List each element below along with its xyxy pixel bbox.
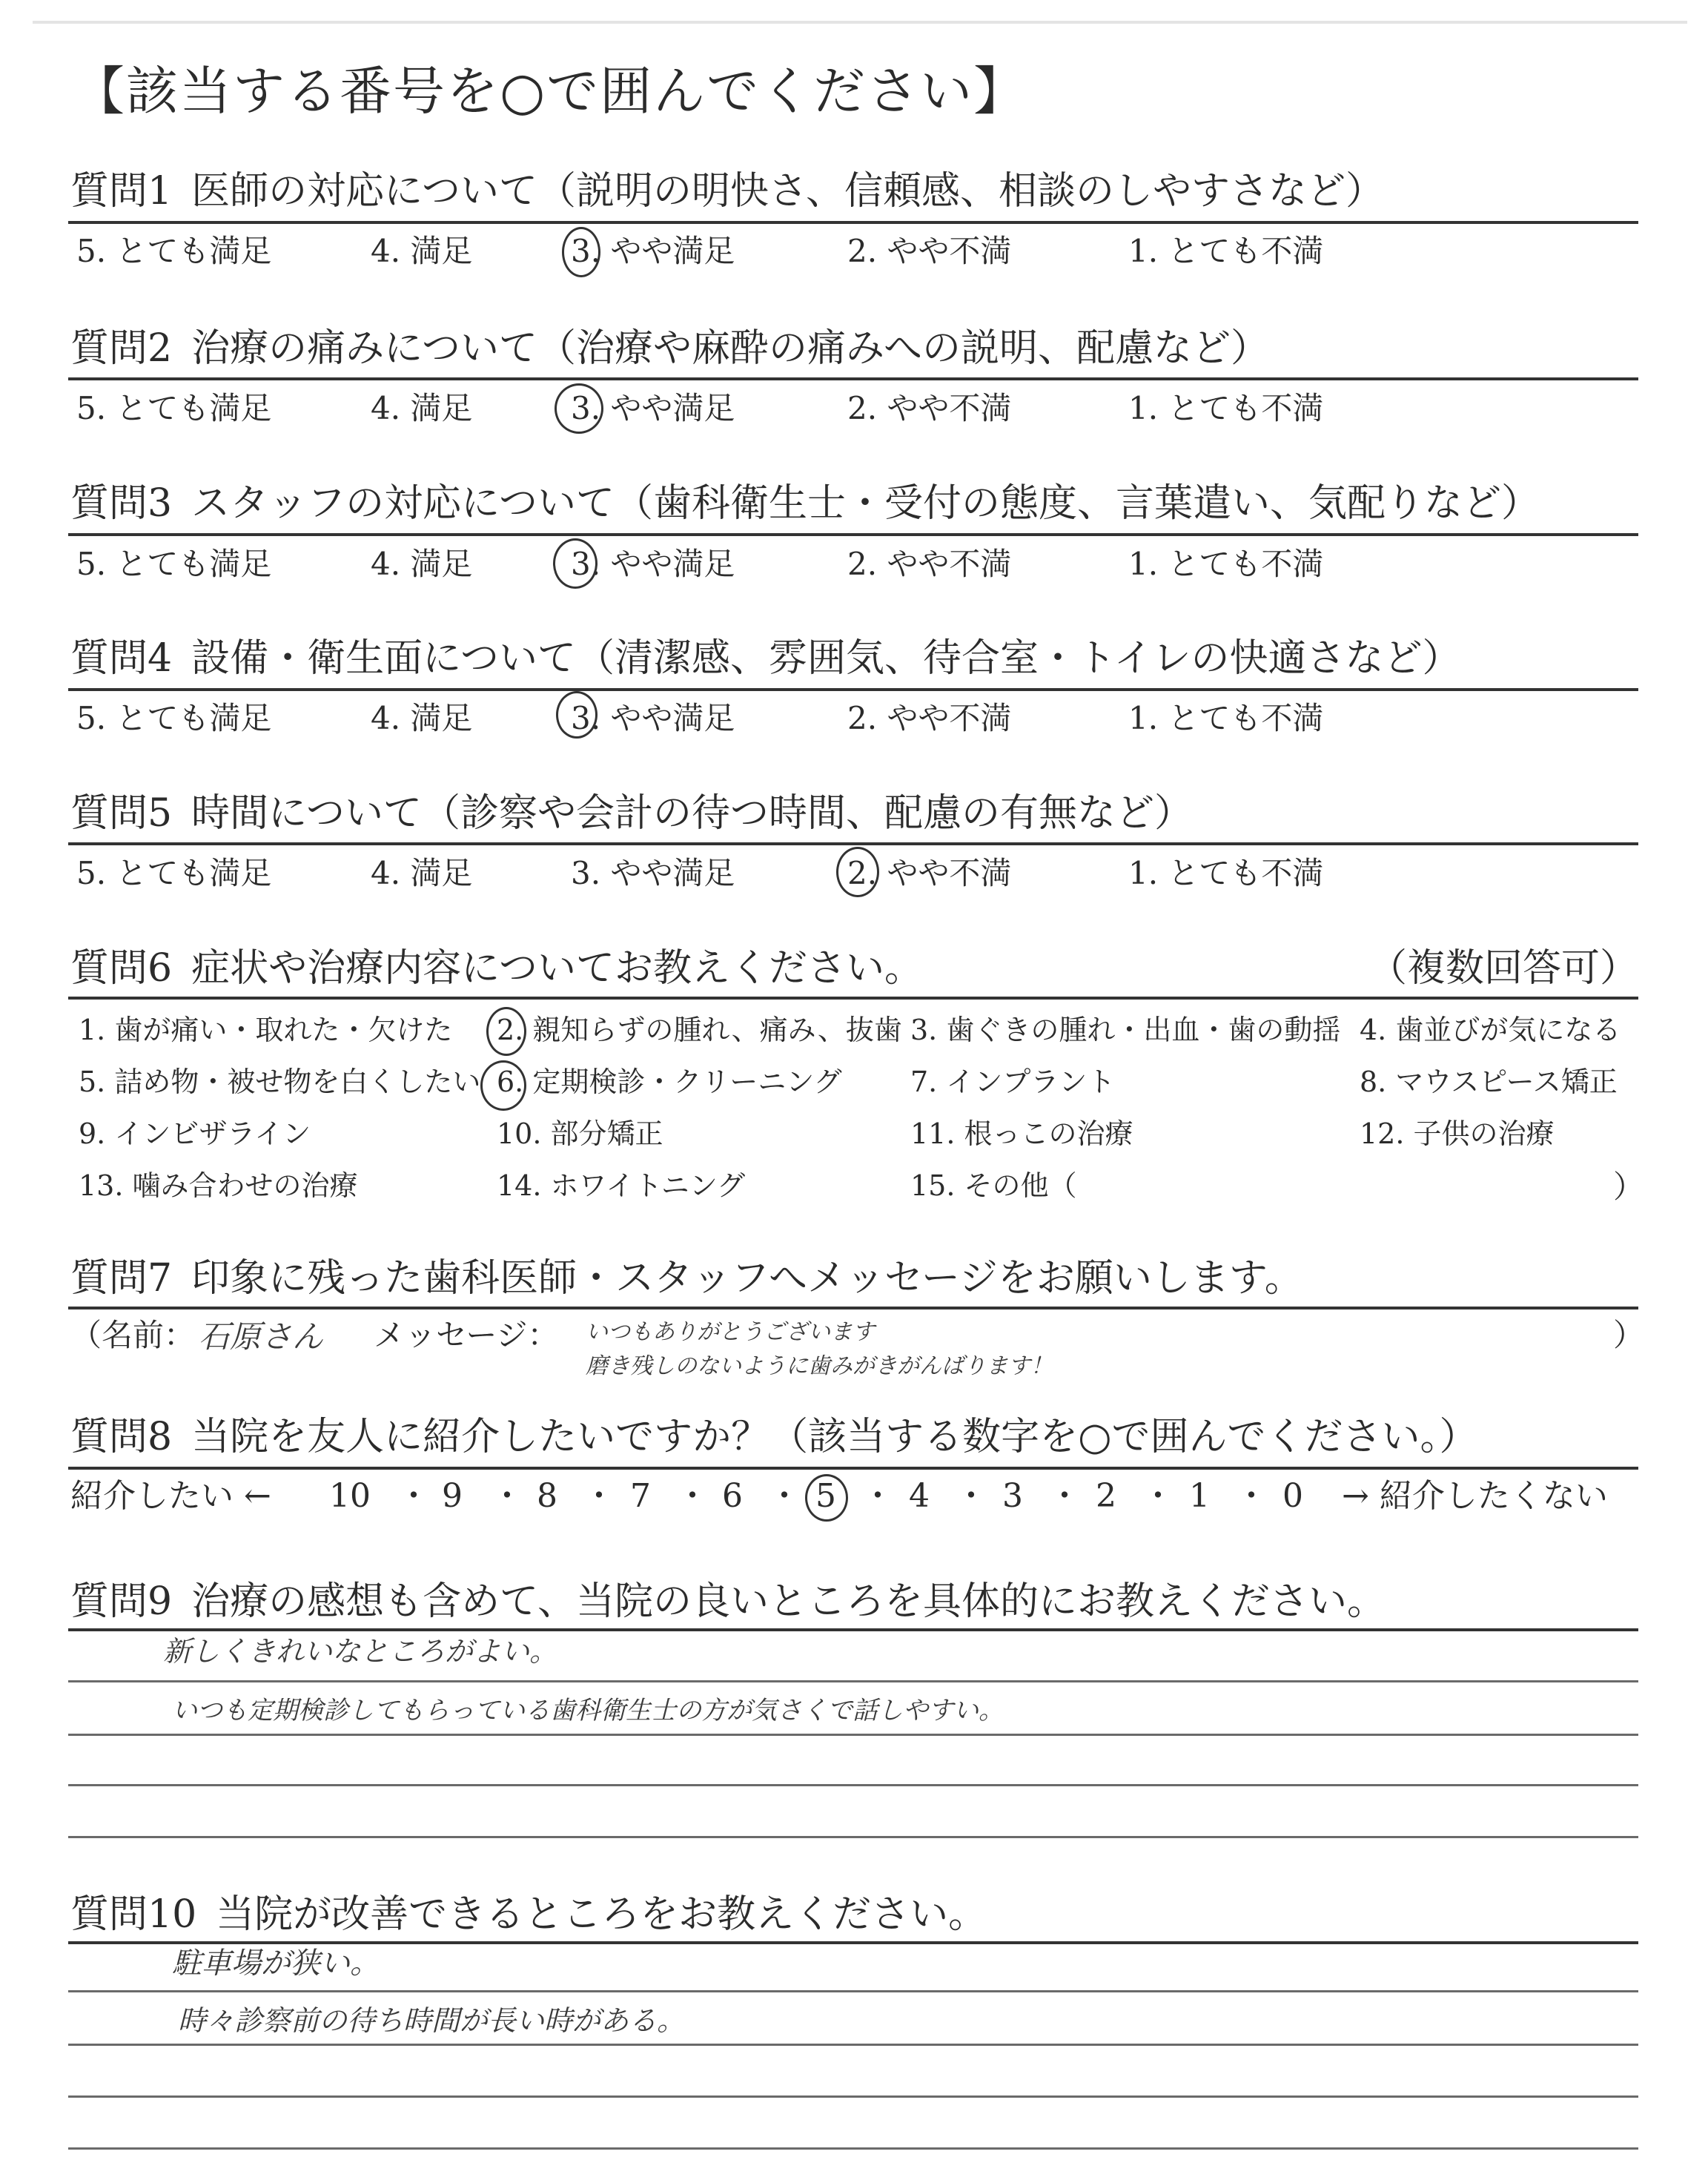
q6-option-7[interactable]: 7. インプラント [910,1066,1116,1098]
question-rule [68,377,1638,380]
q4-option-4[interactable]: 4. 満足 [371,700,473,736]
q6-other-close: ） [1613,1169,1645,1205]
scale-5-circle [805,1474,848,1522]
question-rule [68,1307,1638,1309]
question-rule [68,688,1638,691]
answer-line [68,1990,1638,1992]
question-text: 治療の感想も含めて、当院の良いところを具体的にお教えください。 [191,1579,1386,1624]
question-rule [68,842,1638,845]
q4-option-3[interactable]: 3. やや満足 [571,700,735,736]
q6-option-13[interactable]: 13. 噛み合わせの治療 [79,1169,358,1202]
q6-option-4[interactable]: 4. 歯並びが気になる [1360,1014,1621,1046]
answer-line [68,1680,1638,1682]
q6-option-5[interactable]: 5. 詰め物・被せ物を白くしたい [79,1066,481,1098]
q3-selection-circle [553,538,598,589]
q2-option-2[interactable]: 2. やや不満 [847,390,1012,426]
question-4 [70,636,1461,681]
q2-selection-circle [555,383,603,434]
scale-separator: ・ [768,1477,801,1515]
question-7 [70,1256,1303,1301]
scale-separator: ・ [583,1477,615,1515]
q1-selection-circle [562,227,600,277]
scale-5[interactable]: 5 [815,1477,836,1515]
answer-line [68,1836,1638,1838]
question-text: 設備・衛生面について（清潔感、雰囲気、待合室・トイレの快適さなど） [191,636,1461,681]
q3-option-1[interactable]: 1. とても不満 [1128,546,1324,582]
question-10 [70,1892,987,1937]
q6-option-3[interactable]: 3. 歯ぐきの腫れ・出血・歯の動揺 [910,1014,1341,1046]
q3-option-3[interactable]: 3. やや満足 [571,546,735,582]
q9-answer-line-2[interactable]: いつも定期検診してもらっている歯科衛生士の方が気さくで話しやすい。 [172,1696,1004,1725]
message-line-1[interactable]: いつもありがとうございます [586,1319,875,1345]
scale-7[interactable]: 7 [630,1477,651,1515]
name-value[interactable]: 石原さん [199,1318,324,1355]
question-number: 質問3 [70,481,173,526]
scale-separator: ・ [397,1477,430,1515]
question-rule [68,997,1638,1000]
multiple-answers-note: （複数回答可） [1368,946,1639,991]
q9-answer-line-1[interactable]: 新しくきれいなところがよい。 [163,1635,558,1668]
question-2 [70,326,1270,371]
q4-selection-circle [556,691,598,739]
scale-separator: ・ [491,1477,523,1515]
question-5 [70,791,1194,836]
question-text: 症状や治療内容についてお教えください。 [191,946,924,991]
q6-option-9[interactable]: 9. インビザライン [79,1117,311,1150]
scale-2[interactable]: 2 [1096,1477,1116,1515]
q1-option-2[interactable]: 2. やや不満 [847,233,1012,269]
question-text: 当院を友人に紹介したいですか？（該当する数字を○で囲んでください。） [191,1415,1478,1459]
question-rule [68,1628,1638,1631]
q2-option-5[interactable]: 5. とても満足 [76,390,272,426]
question-rule [68,1941,1638,1944]
answer-line [68,2147,1638,2150]
q10-answer-line-2[interactable]: 時々診察前の待ち時間が長い時がある。 [178,2004,686,2037]
q6-option-6[interactable]: 6. 定期検診・クリーニング [497,1066,842,1098]
scale-separator: ・ [1048,1477,1081,1515]
scale-3[interactable]: 3 [1002,1477,1023,1515]
question-number: 質問2 [70,326,173,371]
question-number: 質問1 [70,169,173,214]
q7-close: ） [1613,1317,1645,1353]
question-number: 質問10 [70,1892,197,1937]
question-text: 時間について（診察や会計の待つ時間、配慮の有無など） [191,791,1194,836]
q6-option-2[interactable]: 2. 親知らずの腫れ、痛み、抜歯 [497,1014,902,1046]
scale-8[interactable]: 8 [537,1477,557,1515]
scale-4[interactable]: 4 [909,1477,930,1515]
q5-option-3[interactable]: 3. やや満足 [571,855,735,891]
question-text: 当院が改善できるところをお教えください。 [216,1892,987,1937]
q1-option-5[interactable]: 5. とても満足 [76,233,272,269]
q4-option-2[interactable]: 2. やや不満 [847,700,1012,736]
q2-option-4[interactable]: 4. 満足 [371,390,473,426]
q6-option-8[interactable]: 8. マウスピース矯正 [1360,1066,1618,1098]
answer-line [68,2044,1638,2046]
q6-option-2-circle [486,1007,526,1056]
q3-option-4[interactable]: 4. 満足 [371,546,473,582]
scale-10[interactable]: 10 [329,1477,371,1515]
q5-selection-circle [836,847,879,897]
q6-option-14[interactable]: 14. ホワイトニング [497,1169,746,1202]
q2-option-1[interactable]: 1. とても不満 [1128,390,1324,426]
q2-option-3[interactable]: 3. やや満足 [571,390,735,426]
q5-option-4[interactable]: 4. 満足 [371,855,473,891]
page-title: 【該当する番号を○で囲んでください】 [73,61,1027,122]
message-label: メッセージ： [374,1317,559,1353]
answer-line [68,2095,1638,2098]
scale-1[interactable]: 1 [1189,1477,1210,1515]
q5-option-5[interactable]: 5. とても満足 [76,855,272,891]
q6-option-12[interactable]: 12. 子供の治療 [1360,1117,1555,1150]
question-rule [68,533,1638,536]
scale-separator: ・ [955,1477,987,1515]
question-3 [70,481,1540,526]
q6-option-6-circle [480,1060,526,1111]
q6-option-15[interactable]: 15. その他（ [910,1169,1077,1202]
recommend-left-label: 紹介したい ← [70,1477,271,1515]
question-number: 質問6 [70,946,173,991]
question-6 [70,946,924,991]
scale-separator: ・ [1142,1477,1174,1515]
answer-line [68,1734,1638,1736]
answer-line [68,1784,1638,1786]
q6-option-1[interactable]: 1. 歯が痛い・取れた・欠けた [79,1014,453,1046]
scale-0[interactable]: 0 [1282,1477,1303,1515]
question-rule [68,221,1638,224]
scale-separator: ・ [1235,1477,1268,1515]
q10-answer-line-1[interactable]: 駐車場が狭い。 [172,1946,380,1981]
question-text: 治療の痛みについて（治療や麻酔の痛みへの説明、配慮など） [191,326,1270,371]
scale-9[interactable]: 9 [442,1477,463,1515]
question-rule [68,1467,1638,1470]
q6-option-11[interactable]: 11. 根っこの治療 [910,1117,1133,1150]
message-line-2[interactable]: 磨き残しのないように歯みがきがんばります！ [586,1353,1053,1379]
scale-separator: ・ [676,1477,709,1515]
q5-option-2[interactable]: 2. やや不満 [847,855,1012,891]
q1-option-3[interactable]: 3. やや満足 [571,233,735,269]
q6-option-10[interactable]: 10. 部分矯正 [497,1117,663,1150]
question-8 [70,1415,1478,1459]
scale-separator: ・ [861,1477,894,1515]
name-label: （名前： [70,1317,196,1353]
q1-option-4[interactable]: 4. 満足 [371,233,473,269]
page-top-edge [33,21,1687,24]
scale-6[interactable]: 6 [722,1477,743,1515]
q4-option-1[interactable]: 1. とても不満 [1128,700,1324,736]
question-number: 質問7 [70,1256,173,1301]
question-number: 質問5 [70,791,173,836]
question-text: スタッフの対応について（歯科衛生士・受付の態度、言葉遣い、気配りなど） [191,481,1540,526]
q5-option-1[interactable]: 1. とても不満 [1128,855,1324,891]
question-number: 質問9 [70,1579,173,1624]
question-number: 質問4 [70,636,173,681]
q3-option-2[interactable]: 2. やや不満 [847,546,1012,582]
q1-option-1[interactable]: 1. とても不満 [1128,233,1324,269]
question-text: 印象に残った歯科医師・スタッフへメッセージをお願いします。 [191,1256,1303,1301]
q4-option-5[interactable]: 5. とても満足 [76,700,272,736]
question-1 [70,169,1384,214]
q3-option-5[interactable]: 5. とても満足 [76,546,272,582]
question-9 [70,1579,1386,1624]
question-text: 医師の対応について（説明の明快さ、信頼感、相談のしやすさなど） [191,169,1384,214]
question-number: 質問8 [70,1415,173,1459]
recommend-right-label: → 紹介したくない [1342,1477,1608,1515]
